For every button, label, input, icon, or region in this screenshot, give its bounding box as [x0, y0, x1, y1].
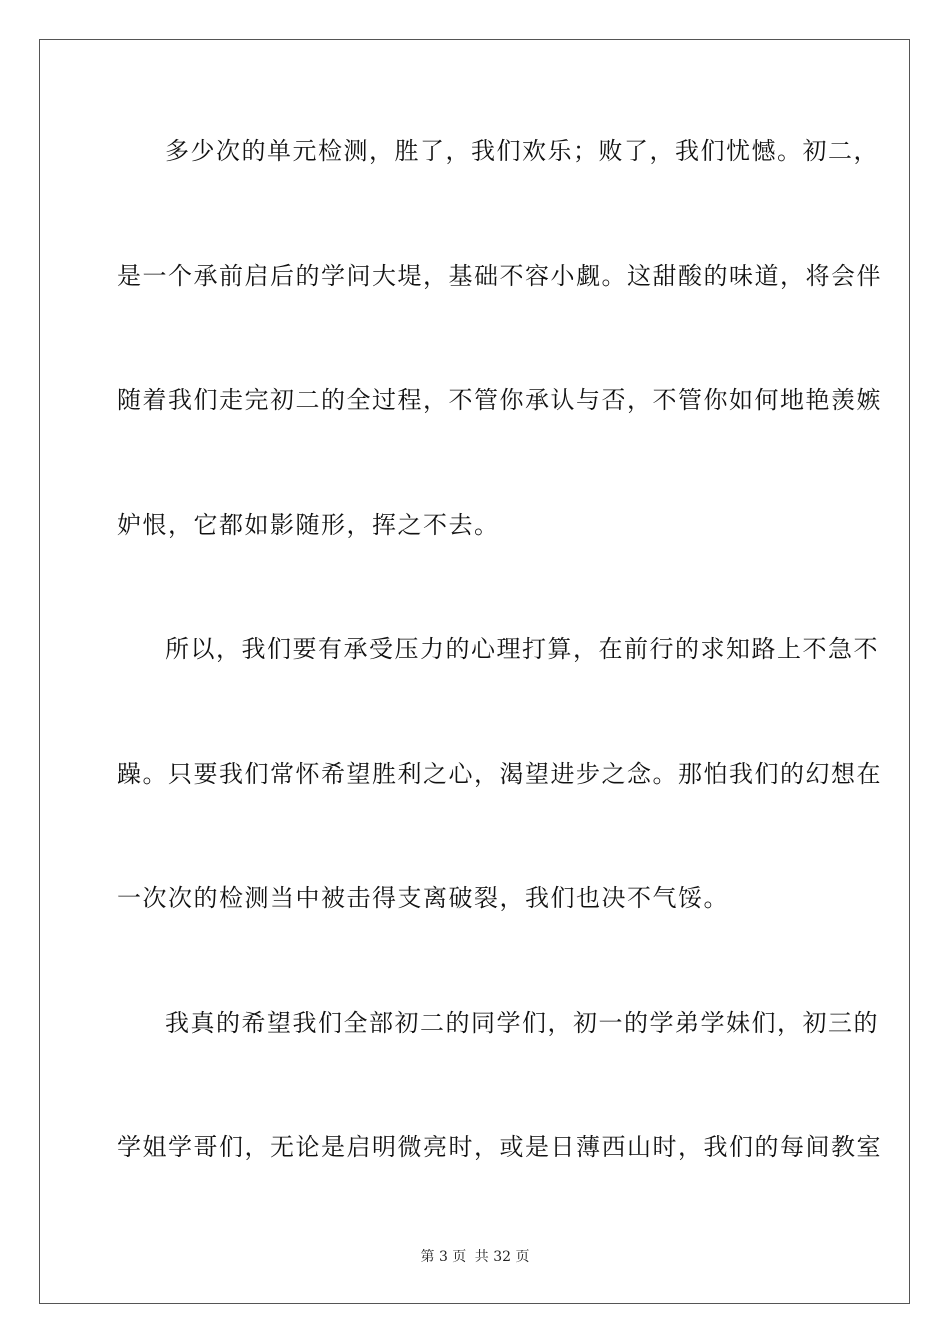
paragraph-2-line-3: 一次次的检测当中被击得支离破裂，我们也决不气馁。 — [117, 884, 729, 912]
page-total: 共 32 页 — [474, 1249, 530, 1265]
page-number: 第 3 页 — [420, 1249, 467, 1265]
paragraph-2-line-2: 躁。只要我们常怀希望胜利之心，渴望进步之念。那怕我们的幻想在 — [117, 760, 882, 788]
paragraph-3-line-1: 我真的希望我们全部初二的同学们，初一的学弟学妹们，初三的 — [165, 1009, 879, 1037]
page-footer — [0, 1247, 950, 1267]
paragraph-1-line-3: 随着我们走完初二的全过程，不管你承认与否，不管你如何地艳羡嫉 — [117, 386, 882, 414]
paragraph-2-line-1: 所以，我们要有承受压力的心理打算，在前行的求知路上不急不 — [165, 635, 879, 663]
paragraph-1-line-2: 是一个承前启后的学问大堤，基础不容小觑。这甜酸的味道，将会伴 — [117, 262, 882, 290]
paragraph-3-line-2: 学姐学哥们，无论是启明微亮时，或是日薄西山时，我们的每间教室 — [117, 1133, 882, 1161]
page-border — [39, 39, 910, 1304]
paragraph-1-line-4: 妒恨，它都如影随形，挥之不去。 — [117, 511, 500, 539]
paragraph-1-line-1: 多少次的单元检测，胜了，我们欢乐；败了，我们忧憾。初二， — [165, 137, 879, 165]
